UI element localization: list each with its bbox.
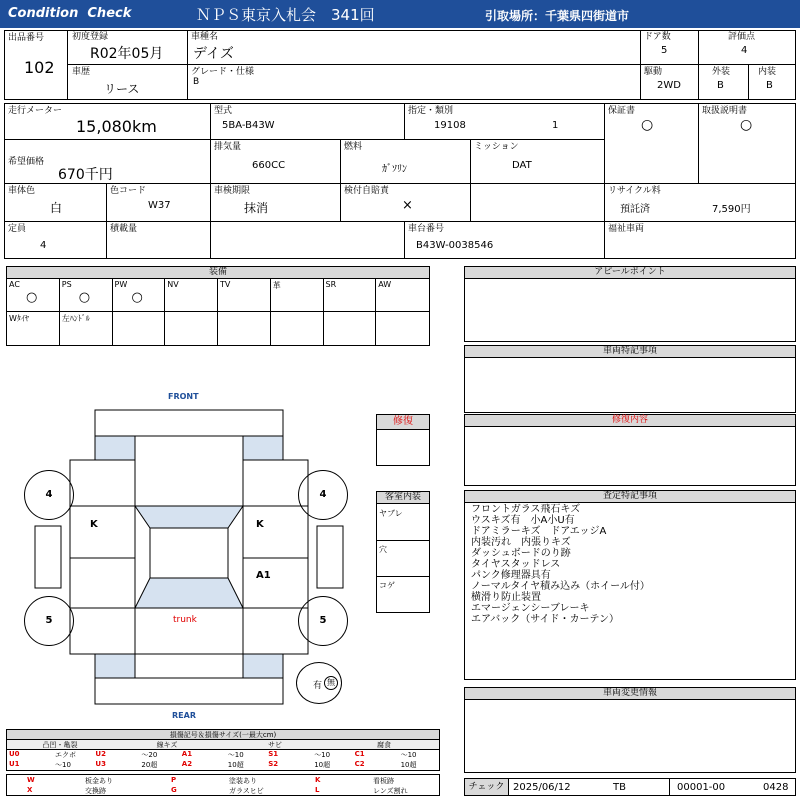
fuel-label: 燃料 xyxy=(344,142,363,152)
equipment-mark: ○ xyxy=(78,290,91,305)
legend-code: A2 xyxy=(181,760,193,768)
equipment-label: NV xyxy=(167,280,179,289)
legend-desc: ガラスヒビ xyxy=(229,787,264,795)
hood xyxy=(135,436,243,506)
welfare-label: 福祉車両 xyxy=(608,224,645,234)
pickup-location: 引取場所：千葉県四街道市 xyxy=(485,9,630,23)
recycle-amount: 7,590円 xyxy=(712,204,751,215)
equipment-label: PS xyxy=(61,280,72,289)
hood-left-shade xyxy=(95,436,135,460)
check-label: チェック xyxy=(465,779,509,795)
fuel-value: ｶﾞｿﾘﾝ xyxy=(382,164,407,175)
inspection-note: ウスキズ有 小A小U有 xyxy=(471,515,575,526)
color-value: 白 xyxy=(50,201,63,215)
mission-label: ミッション xyxy=(474,142,519,152)
equipment-mark: ○ xyxy=(26,290,38,305)
legend-code: U1 xyxy=(9,760,20,768)
equipment-label: Wﾀｲﾔ xyxy=(9,314,29,323)
inspection-note: 横滑り防止装置 xyxy=(471,592,541,603)
legend-desc: 10超 xyxy=(227,761,244,769)
spare-label: 有 xyxy=(313,681,323,691)
drive-label: 駆動 xyxy=(644,67,663,77)
equipment-cell xyxy=(271,279,324,312)
left-front-door xyxy=(70,506,135,558)
appeal-title: アピールポイント xyxy=(465,267,795,279)
left-rear-door xyxy=(70,558,135,608)
footer-bar xyxy=(464,778,796,796)
appeal-box xyxy=(464,266,796,342)
score-value: 4 xyxy=(741,45,748,56)
equipment-cell xyxy=(324,279,377,312)
equipment-cell xyxy=(165,279,218,312)
car-name-value: デイズ xyxy=(193,46,234,62)
equipment-label: AC xyxy=(9,280,20,289)
exterior-value: B xyxy=(717,80,724,91)
equipment-cell xyxy=(113,312,166,345)
grade-value: B xyxy=(193,77,200,87)
equipment-cell xyxy=(218,312,271,345)
inspection-note: 内装汚れ 内張りキズ xyxy=(471,537,571,548)
legend-desc: ～10 xyxy=(55,761,71,769)
displacement-value: 660CC xyxy=(252,160,286,171)
spare-tire xyxy=(296,662,342,704)
model-value: 5BA-B43W xyxy=(222,120,275,131)
legend-code: L xyxy=(315,786,320,794)
inspection-note: ダッシュボードのり跡 xyxy=(471,548,571,559)
legend-title: 損傷記号＆損傷サイズ(一最大cm) xyxy=(7,730,439,740)
rear-center xyxy=(135,654,243,678)
tire-front-left: 4 xyxy=(24,470,74,520)
recycle-status: 預託済 xyxy=(620,204,650,215)
equipment-cell xyxy=(376,279,429,312)
tire-front-right: 4 xyxy=(298,470,348,520)
check-date: 2025/06/12 xyxy=(513,782,571,793)
interior-label: 内装 xyxy=(758,67,777,77)
manual-value: ○ xyxy=(740,117,753,133)
legend-box xyxy=(6,729,440,771)
mark-right-rear: A1 xyxy=(256,570,271,581)
legend-desc: 20超 xyxy=(141,761,158,769)
load-label: 積載量 xyxy=(110,224,138,234)
inspection-note: ドアミラーキズ ドアエッジA xyxy=(471,526,607,537)
checker: TB xyxy=(613,782,626,793)
warranty-value: ○ xyxy=(641,117,654,133)
legend-code: U0 xyxy=(9,750,20,758)
rear-right-shade xyxy=(243,654,283,678)
trunk-label: trunk xyxy=(173,615,197,625)
equipment-cell xyxy=(7,279,60,312)
car-name-label: 車種名 xyxy=(191,32,219,42)
interior-title: 客室内装 xyxy=(377,492,429,504)
history-value: リース xyxy=(104,82,140,96)
legend-code: P xyxy=(171,776,177,784)
inspection-note: ノーマルタイヤ積み込み（ホイール付） xyxy=(471,581,650,592)
tire-rear-right: 5 xyxy=(298,596,348,646)
legend-code: G xyxy=(171,786,177,794)
left-quarter xyxy=(70,608,135,654)
legend-code: S1 xyxy=(268,750,279,758)
inspection-value: 抹消 xyxy=(244,201,269,215)
displacement-label: 排気量 xyxy=(214,142,242,152)
legend-code: W xyxy=(27,776,35,784)
legend-desc: エクボ xyxy=(55,751,76,759)
equipment-title: 装備 xyxy=(7,267,429,279)
lot-label: 出品番号 xyxy=(8,33,45,43)
inspection-note: フロントガラス飛石キズ xyxy=(471,504,581,515)
legend-desc: ～10 xyxy=(227,751,244,759)
model-label: 型式 xyxy=(214,106,233,116)
windshield xyxy=(135,506,243,528)
right-side-panel xyxy=(317,526,343,588)
recycle-label: リサイクル料 xyxy=(608,186,661,196)
legend-desc: 看板跡 xyxy=(373,777,394,785)
repair-content-title: 修復内容 xyxy=(465,415,795,427)
tire-rear-left: 5 xyxy=(24,596,74,646)
rear-window xyxy=(135,578,243,608)
color-label: 車体色 xyxy=(8,186,36,196)
insurance-label: 検付自賠責 xyxy=(344,186,390,196)
inspection-note: エアバック（サイド・カーテン） xyxy=(471,614,619,625)
mark-left-door: K xyxy=(90,519,98,530)
rear-bumper xyxy=(95,678,283,704)
interior-item: 穴 xyxy=(379,545,387,554)
footer-code: 00001-00 xyxy=(677,782,726,793)
equipment-label: 革 xyxy=(272,281,281,290)
chassis-label: 車台番号 xyxy=(408,224,445,234)
left-front-fender xyxy=(70,460,135,506)
legend-box-2 xyxy=(6,774,440,796)
equipment-cell xyxy=(165,312,218,345)
equipment-cell xyxy=(113,279,166,312)
change-title: 車両変更情報 xyxy=(465,688,795,700)
right-rear-door xyxy=(243,558,308,608)
legend-header: 腐食 xyxy=(329,740,439,750)
legend-desc: レンズ割れ xyxy=(373,787,408,795)
door-value: 5 xyxy=(661,45,668,56)
roof-outline xyxy=(150,528,228,578)
price-label: 希望価格 xyxy=(8,157,45,167)
drive-value: 2WD xyxy=(657,80,681,91)
legend-desc: 10超 xyxy=(400,761,417,769)
interior-item: ヤブレ xyxy=(379,509,403,518)
interior-value: B xyxy=(766,80,773,91)
category-value: 1 xyxy=(552,120,559,131)
equipment-mark: ○ xyxy=(131,290,143,305)
inspection-label: 車検期限 xyxy=(214,186,251,196)
legend-desc: 板金あり xyxy=(85,777,113,785)
equipment-cell xyxy=(7,312,60,345)
color-code-label: 色コード xyxy=(110,186,147,196)
repair-content-box xyxy=(464,414,796,486)
chassis-value: B43W-0038546 xyxy=(416,240,494,251)
rear-left-shade xyxy=(95,654,135,678)
capacity-label: 定員 xyxy=(8,224,27,234)
spare-mark: 無 xyxy=(324,676,338,690)
warranty-label: 保証書 xyxy=(608,106,636,116)
equipment-label: AW xyxy=(378,280,392,289)
inspection-note: タイヤスタッドレス xyxy=(471,559,561,570)
interior-item: コゲ xyxy=(379,581,395,590)
door-label: ドア数 xyxy=(644,32,671,42)
repair-box xyxy=(376,414,430,466)
legend-header: 線キズ xyxy=(113,740,221,750)
equipment-label: 左ﾊﾝﾄﾞﾙ xyxy=(61,314,90,323)
sheet-title: Condition Check xyxy=(8,6,132,21)
legend-code: K xyxy=(315,776,321,784)
capacity-value: 4 xyxy=(40,240,47,251)
legend-code: C2 xyxy=(354,760,365,768)
equipment-label: SR xyxy=(325,280,337,289)
mission-value: DAT xyxy=(512,160,532,171)
equipment-label: TV xyxy=(220,280,231,289)
first-reg-value: R02年05月 xyxy=(90,46,164,62)
equipment-cell xyxy=(60,279,113,312)
special-box xyxy=(464,345,796,413)
first-reg-label: 初度登録 xyxy=(72,32,109,42)
equipment-cell xyxy=(60,312,113,345)
legend-desc: ～10 xyxy=(314,751,331,759)
lot-value: 102 xyxy=(24,58,55,77)
equipment-cell xyxy=(376,312,429,345)
legend-header: 凸凹・亀裂 xyxy=(7,740,113,750)
front-label: FRONT xyxy=(168,392,199,401)
interior-box xyxy=(376,491,430,613)
legend-code: S2 xyxy=(268,760,279,768)
price-value: 670千円 xyxy=(58,167,113,183)
equipment-cell xyxy=(324,312,377,345)
mileage-value: 15,080km xyxy=(76,117,157,136)
legend-code: U2 xyxy=(95,750,106,758)
right-front-door xyxy=(243,506,308,558)
equipment-label: PW xyxy=(114,280,128,289)
inspection-notes-box xyxy=(464,490,796,680)
legend-desc: ～20 xyxy=(141,751,158,759)
inspection-notes-list xyxy=(471,504,650,625)
legend-desc: 交換跡 xyxy=(85,787,106,795)
score-label: 評価点 xyxy=(728,32,756,42)
legend-code: X xyxy=(27,786,33,794)
equipment-cell xyxy=(218,279,271,312)
front-bumper xyxy=(95,410,283,436)
inspection-note: エマージェンシーブレーキ xyxy=(471,603,590,614)
legend-code: C1 xyxy=(354,750,365,758)
equipment-cell xyxy=(271,312,324,345)
repair-title: 修復 xyxy=(377,415,429,430)
legend-desc: 10超 xyxy=(314,761,331,769)
mark-right-door: K xyxy=(256,519,264,530)
legend-code: U3 xyxy=(95,760,106,768)
insurance-value: × xyxy=(402,198,413,213)
header-bar xyxy=(0,0,800,28)
special-title: 車両特記事項 xyxy=(465,346,795,358)
designation-value: 19108 xyxy=(434,120,466,131)
grade-label: グレード・仕様 xyxy=(191,67,255,77)
mileage-label: 走行メーター xyxy=(8,106,63,116)
inspection-note: パンク修理器具有 xyxy=(471,570,551,581)
designation-label: 指定・類別 xyxy=(408,106,454,116)
auction-title: ＮＰＳ東京入札会 341回 xyxy=(196,6,375,24)
left-side-panel xyxy=(35,526,61,588)
change-box xyxy=(464,687,796,773)
legend-code: A1 xyxy=(181,750,193,758)
hood-right-shade xyxy=(243,436,283,460)
legend-header: サビ xyxy=(221,740,329,750)
color-code-value: W37 xyxy=(148,200,171,211)
history-label: 車歴 xyxy=(72,67,91,77)
inspection-title: 査定特記事項 xyxy=(465,491,795,503)
rear-label: REAR xyxy=(172,711,196,720)
exterior-label: 外装 xyxy=(712,67,731,77)
legend-desc: 塗装あり xyxy=(229,777,257,785)
footer-number: 0428 xyxy=(763,782,789,793)
manual-label: 取扱説明書 xyxy=(702,106,748,116)
legend-desc: ～10 xyxy=(400,751,417,759)
